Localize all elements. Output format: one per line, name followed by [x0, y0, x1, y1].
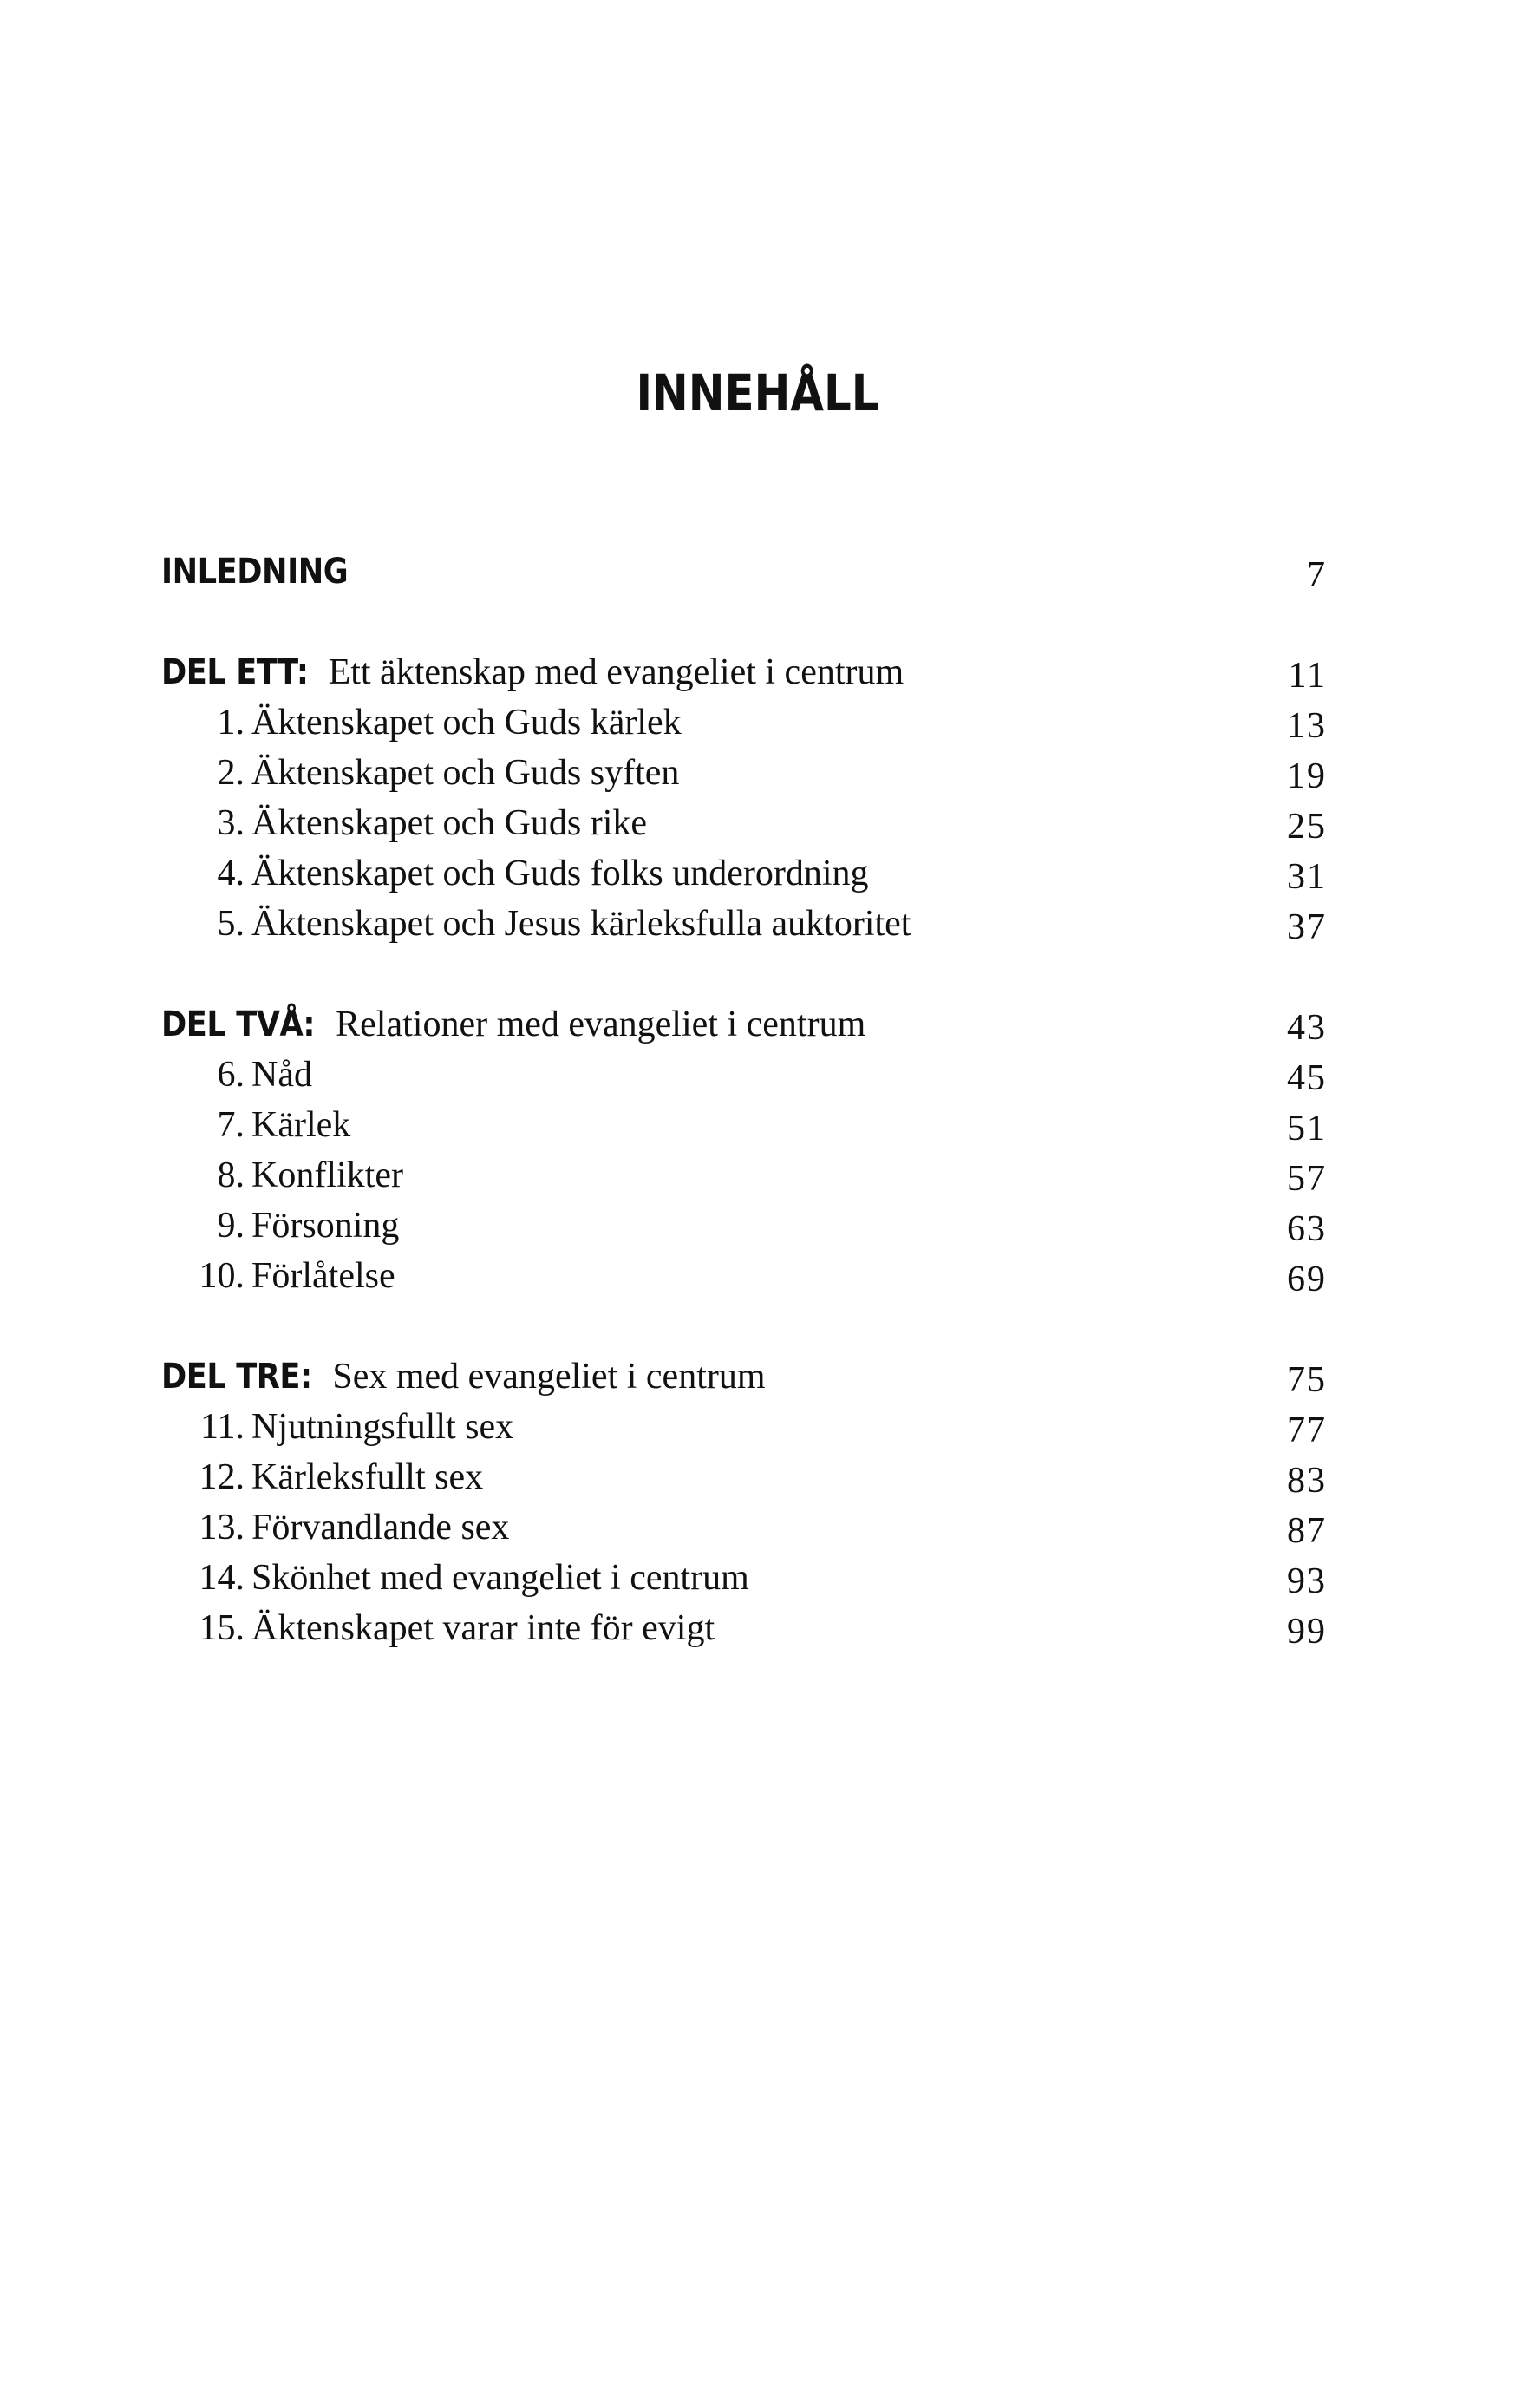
spacer: [161, 597, 1327, 647]
section-page-number: 11: [1288, 656, 1327, 696]
page-title: INNEHÅLL: [636, 363, 879, 422]
chapter-title: Förlåtelse: [251, 1256, 395, 1296]
section-title: Ett äktenskap med evangeliet i centrum: [328, 652, 904, 692]
section-label: DEL ETT:: [161, 652, 309, 692]
chapter-number: 3.: [217, 803, 245, 843]
toc-section-row[interactable]: [161, 1351, 1327, 1402]
chapter-page-number: 19: [1287, 756, 1327, 796]
spacer: [161, 1301, 1327, 1351]
chapter-number: 12.: [199, 1457, 245, 1497]
toc-chapter-row[interactable]: [161, 1050, 1327, 1100]
chapter-number: 13.: [199, 1508, 245, 1548]
toc-chapter-row[interactable]: [161, 899, 1327, 949]
toc-intro-row[interactable]: [161, 546, 1327, 597]
chapter-title: Förvandlande sex: [251, 1508, 510, 1548]
chapter-title: Äktenskapet och Guds kärlek: [251, 703, 682, 743]
chapter-title: Äktenskapet och Guds rike: [251, 803, 648, 843]
chapter-title: Njutningsfullt sex: [251, 1407, 514, 1447]
toc-chapter-row[interactable]: [161, 697, 1327, 748]
chapter-number: 5.: [217, 904, 245, 944]
chapter-number: 15.: [199, 1608, 245, 1648]
section-label: DEL TVÅ:: [161, 1004, 316, 1044]
toc-chapter-row[interactable]: [161, 1502, 1327, 1553]
chapter-number: 9.: [217, 1206, 245, 1246]
chapter-page-number: 37: [1287, 907, 1327, 947]
spacer: [161, 949, 1327, 999]
section-title: Relationer med evangeliet i centrum: [336, 1004, 866, 1044]
chapter-number: 10.: [199, 1256, 245, 1296]
chapter-title: Äktenskapet och Jesus kärleksfulla auktoritet: [251, 904, 911, 944]
section-page-number: 75: [1287, 1360, 1327, 1400]
chapter-number: 1.: [217, 703, 245, 743]
chapter-page-number: 13: [1287, 706, 1327, 746]
chapter-page-number: 93: [1287, 1561, 1327, 1601]
chapter-page-number: 51: [1287, 1109, 1327, 1148]
toc-chapter-row[interactable]: [161, 1251, 1327, 1301]
chapter-title: Äktenskapet och Guds folks underordning: [251, 854, 869, 893]
chapter-number: 2.: [217, 753, 245, 793]
chapter-number: 7.: [217, 1105, 245, 1145]
toc-chapter-row[interactable]: [161, 1452, 1327, 1502]
toc-chapter-row[interactable]: [161, 1553, 1327, 1603]
toc-chapter-row[interactable]: [161, 1201, 1327, 1251]
chapter-title: Försoning: [251, 1206, 400, 1246]
section-title: Sex med evangeliet i centrum: [332, 1357, 766, 1397]
toc-chapter-row[interactable]: [161, 1603, 1327, 1653]
chapter-number: 6.: [217, 1055, 245, 1095]
chapter-title: Kärleksfullt sex: [251, 1457, 484, 1497]
chapter-page-number: 57: [1287, 1159, 1327, 1199]
chapter-page-number: 77: [1287, 1410, 1327, 1450]
table-of-contents: [161, 546, 1327, 1653]
chapter-page-number: 63: [1287, 1209, 1327, 1249]
toc-chapter-row[interactable]: [161, 748, 1327, 798]
chapter-title: Äktenskapet och Guds syften: [251, 753, 680, 793]
chapter-title: Kärlek: [251, 1105, 351, 1145]
chapter-title: Nåd: [251, 1055, 312, 1095]
chapter-page-number: 99: [1287, 1612, 1327, 1652]
chapter-page-number: 45: [1287, 1058, 1327, 1098]
chapter-page-number: 87: [1287, 1511, 1327, 1551]
toc-chapter-row[interactable]: [161, 1402, 1327, 1452]
chapter-title: Konflikter: [251, 1155, 403, 1195]
intro-page-number: 7: [1307, 555, 1327, 595]
toc-chapter-row[interactable]: [161, 798, 1327, 848]
toc-section-row[interactable]: [161, 647, 1327, 697]
chapter-page-number: 83: [1287, 1461, 1327, 1501]
chapter-page-number: 69: [1287, 1260, 1327, 1299]
chapter-page-number: 25: [1287, 807, 1327, 847]
section-label: DEL TRE:: [161, 1357, 312, 1397]
chapter-number: 14.: [199, 1558, 245, 1598]
chapter-title: Skönhet med evangeliet i centrum: [251, 1558, 749, 1598]
intro-label: INLEDNING: [161, 552, 349, 592]
chapter-title: Äktenskapet varar inte för evigt: [251, 1608, 715, 1648]
section-page-number: 43: [1287, 1008, 1327, 1048]
toc-chapter-row[interactable]: [161, 1100, 1327, 1150]
chapter-page-number: 31: [1287, 857, 1327, 897]
toc-chapter-row[interactable]: [161, 1150, 1327, 1201]
toc-section-row[interactable]: [161, 999, 1327, 1050]
chapter-number: 4.: [217, 854, 245, 893]
toc-chapter-row[interactable]: [161, 848, 1327, 899]
chapter-number: 11.: [200, 1407, 245, 1447]
chapter-number: 8.: [217, 1155, 245, 1195]
